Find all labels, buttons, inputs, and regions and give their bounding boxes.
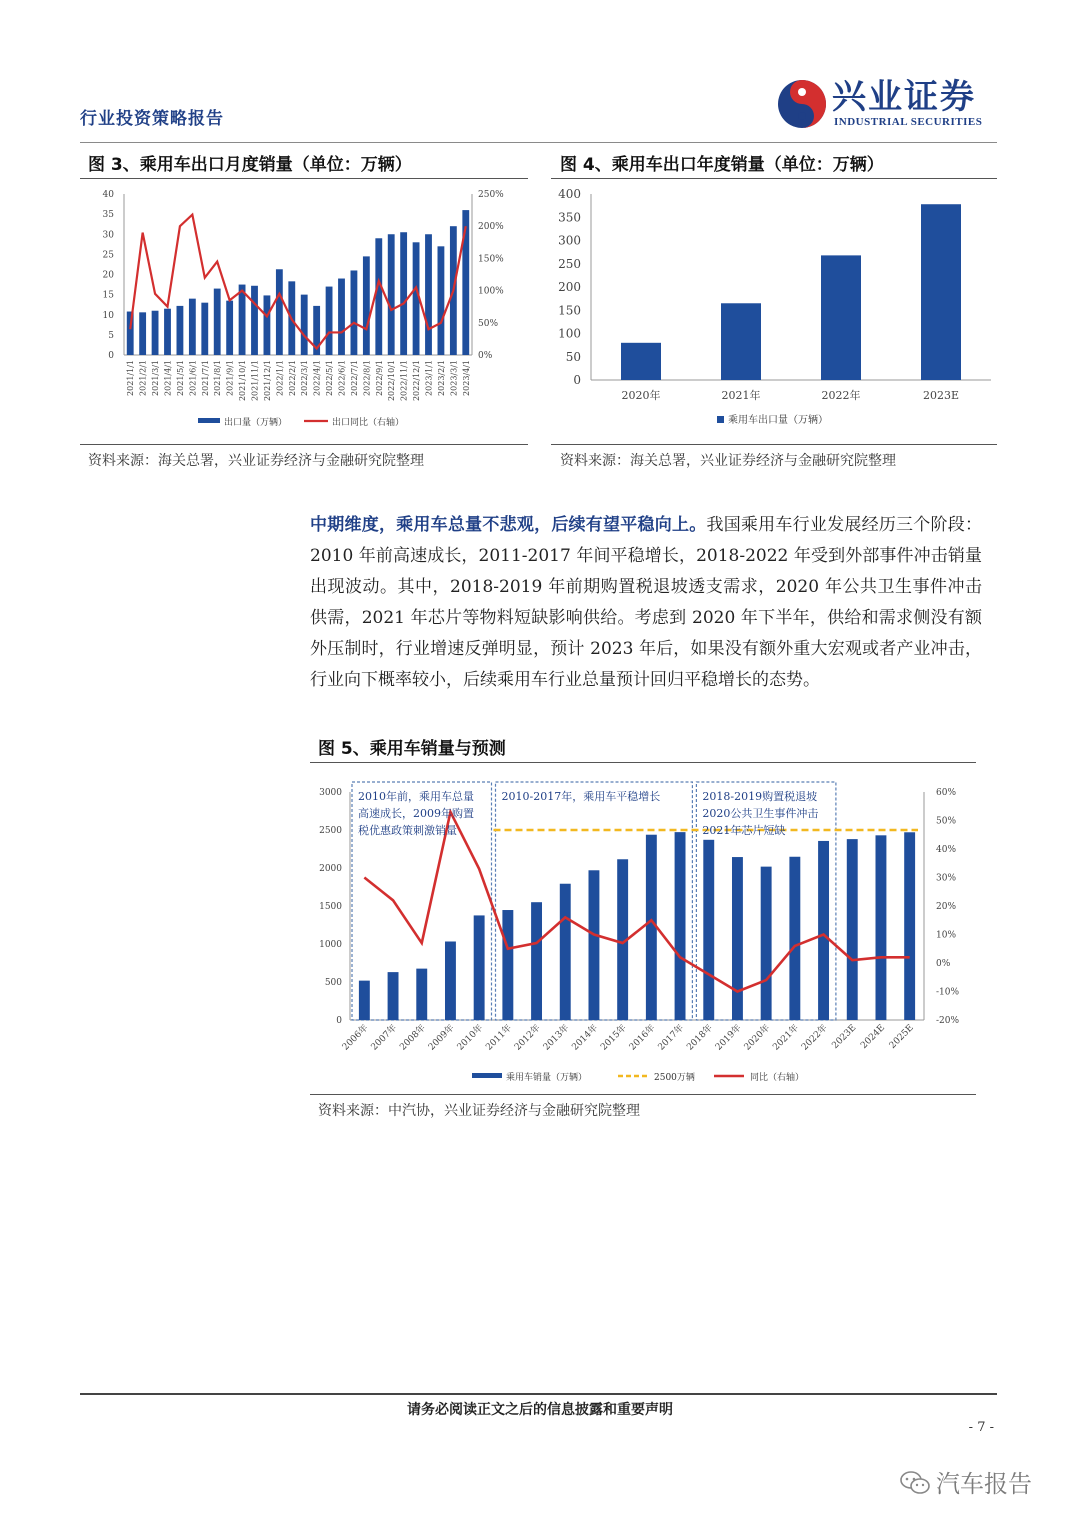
report-type-title: 行业投资策略报告 — [80, 109, 224, 129]
fig3-xtick: 2022/2/1 — [287, 360, 297, 396]
fig3-bar — [363, 256, 370, 355]
fig3-xtick: 2021/9/1 — [225, 360, 235, 396]
fig4-bottom-rule — [551, 444, 997, 445]
fig4-xtick: 2020年 — [621, 389, 661, 402]
fig5-bar — [531, 902, 542, 1020]
fig3-bar — [189, 299, 196, 355]
company-logo — [776, 78, 996, 132]
fig3-ytick-left: 10 — [102, 310, 114, 321]
fig5-xtick: 2015年 — [599, 1023, 629, 1053]
fig3-xtick: 2021/4/1 — [163, 360, 173, 396]
fig5-bar — [789, 857, 800, 1020]
footer-rule — [80, 1393, 997, 1395]
fig3-ytick-left: 5 — [108, 330, 114, 341]
fig4-ytick: 300 — [558, 233, 581, 248]
fig3-bar — [226, 301, 233, 355]
fig5-title: 图 5、乘用车销量与预测 — [318, 739, 506, 759]
fig3-title: 图 3、乘用车出口月度销量（单位：万辆） — [88, 155, 412, 175]
fig3-bottom-rule — [80, 444, 528, 445]
fig3-bar — [164, 309, 171, 355]
fig5-xtick: 2025E — [887, 1023, 916, 1051]
fig3-bar — [251, 286, 258, 355]
fig5-ytick-right: -20% — [936, 1016, 960, 1026]
fig5-xtick: 2011年 — [484, 1023, 514, 1053]
fig5-bar — [646, 835, 657, 1020]
fig5-xtick: 2009年 — [426, 1023, 457, 1053]
fig5-ytick-right: 40% — [936, 845, 957, 855]
fig5-ytick-left: 500 — [324, 978, 342, 988]
fig3-xtick: 2022/8/1 — [362, 360, 372, 396]
fig4-ytick: 0 — [573, 373, 581, 387]
fig3-ytick-right: 200% — [478, 222, 504, 233]
fig5-ytick-right: 60% — [936, 788, 957, 798]
fig3-ytick-left: 30 — [102, 230, 114, 241]
fig5-bar — [388, 972, 399, 1020]
fig3-bar — [301, 295, 308, 355]
watermark-text: 汽车报告 — [936, 1470, 1032, 1498]
fig5-ytick-left: 0 — [336, 1016, 342, 1026]
fig3-xtick: 2022/7/1 — [349, 360, 359, 396]
fig3-bar — [276, 269, 283, 355]
fig3-xtick: 2023/2/1 — [436, 360, 446, 396]
body-paragraph — [310, 510, 982, 696]
fig5-legend-line-label: 同比（右轴） — [750, 1073, 805, 1083]
fig3-ytick-right: 250% — [478, 190, 504, 200]
fig5-xtick: 2014年 — [570, 1023, 601, 1053]
fig3-xtick: 2021/5/1 — [175, 360, 185, 396]
fig5-annotation-1a: 2010年前，乘用车总量 — [358, 790, 474, 803]
fig5-bottom-rule — [310, 1094, 976, 1095]
fig5-bar — [904, 832, 915, 1020]
fig3-xtick: 2022/10/1 — [387, 360, 397, 402]
fig3-bar — [201, 303, 208, 355]
fig5-bar — [416, 969, 427, 1020]
watermark — [900, 1464, 1032, 1499]
fig3-bar — [400, 232, 407, 355]
fig3-bar — [177, 306, 184, 355]
fig4-title: 图 4、乘用车出口年度销量（单位：万辆） — [560, 155, 884, 175]
fig5-bar — [445, 941, 456, 1020]
fig5-xtick: 2018年 — [685, 1023, 715, 1053]
fig5-legend-bar-swatch — [472, 1073, 502, 1078]
fig5-bar — [703, 840, 714, 1020]
fig3-ytick-left: 15 — [102, 290, 114, 301]
fig3-ytick-left: 0 — [108, 351, 114, 361]
fig4-legend-swatch — [717, 416, 724, 423]
fig5-title-rule — [310, 762, 976, 763]
fig3-bar — [152, 311, 159, 355]
fig3-source: 资料来源：海关总署，兴业证券经济与金融研究院整理 — [88, 453, 424, 469]
fig5-bar — [875, 835, 886, 1020]
fig5-xtick: 2020年 — [742, 1023, 773, 1053]
fig5-xtick: 2021年 — [771, 1023, 801, 1053]
fig5-ytick-right: 50% — [936, 816, 957, 827]
fig3-bar — [375, 238, 382, 355]
logo-mark-icon — [776, 78, 828, 130]
fig4-chart — [551, 182, 997, 440]
fig3-legend-line-label: 出口同比（右轴） — [332, 418, 405, 428]
fig5-xtick: 2007年 — [369, 1023, 400, 1053]
header-rule — [80, 142, 997, 143]
fig3-bar — [351, 270, 358, 355]
fig3-xtick: 2022/5/1 — [325, 360, 335, 396]
fig3-xtick: 2022/4/1 — [312, 360, 322, 396]
fig4-legend-label: 乘用车出口量（万辆） — [728, 415, 828, 426]
fig5-bar — [359, 981, 370, 1020]
fig5-bar — [560, 884, 571, 1020]
fig3-bar — [264, 295, 271, 355]
fig5-annotation-2: 2010-2017年，乘用车平稳增长 — [501, 790, 661, 803]
fig3-ytick-right: 150% — [478, 254, 504, 265]
fig3-xtick: 2022/1/1 — [275, 360, 285, 396]
fig4-bar — [821, 255, 861, 380]
fig3-xtick: 2021/6/1 — [188, 360, 198, 396]
fig3-xtick: 2023/1/1 — [424, 360, 434, 396]
fig4-ytick: 50 — [565, 349, 581, 364]
fig3-xtick: 2023/3/1 — [449, 360, 459, 396]
fig5-xtick: 2006年 — [340, 1023, 371, 1053]
fig3-legend-bar-swatch — [198, 418, 220, 423]
fig3-bar — [239, 285, 246, 355]
fig3-xtick: 2021/1/1 — [126, 360, 136, 396]
fig3-ytick-left: 35 — [102, 210, 114, 221]
fig5-ytick-right: 20% — [936, 902, 957, 912]
fig4-xtick: 2021年 — [721, 389, 761, 402]
fig5-bar — [474, 915, 485, 1020]
paragraph-body: 我国乘用车行业发展经历三个阶段：2010 年前高速成长，2011-2017 年间平稳增长，2018-2022 年受到外部事件冲击销量出现波动。其中，2018-2019 年前期购置税退坡透支需求，2020 年公共卫生事件冲击供需，2021 年芯片等物料短缺影响供给。考虑到 2020 年下半年，供给和需求侧没有额外压制时，行业增速反弹明显，预计 2023 年后，如果没有额外重大宏观或者产业冲击，行业向下概率较小，后续乘用车行业总量预计回归平稳增长的态势。 — [310, 515, 983, 690]
fig3-ytick-left: 20 — [102, 270, 114, 281]
fig3-xtick: 2022/12/1 — [412, 360, 422, 402]
fig5-source: 资料来源：中汽协，兴业证券经济与金融研究院整理 — [318, 1103, 640, 1119]
fig5-legend-bar-label: 乘用车销量（万辆） — [506, 1073, 588, 1083]
fig5-xtick: 2019年 — [713, 1023, 744, 1053]
paragraph-lead: 中期维度，乘用车总量不悲观，后续有望平稳向上。 — [310, 515, 707, 535]
fig4-ytick: 100 — [558, 326, 581, 341]
fig5-bar — [761, 867, 772, 1020]
fig3-ytick-right: 0% — [478, 351, 493, 361]
fig3-ytick-right: 100% — [478, 286, 504, 297]
fig3-bar — [338, 279, 345, 355]
fig3-xtick: 2021/3/1 — [151, 360, 161, 396]
fig4-xtick: 2022年 — [821, 389, 861, 402]
fig3-xtick: 2021/7/1 — [200, 360, 210, 396]
fig5-xtick: 2012年 — [513, 1023, 543, 1053]
fig3-bar — [425, 234, 432, 355]
fig4-ytick: 200 — [558, 280, 581, 294]
fig3-xtick: 2021/11/1 — [250, 360, 260, 402]
fig4-ytick: 350 — [558, 210, 581, 225]
fig5-chart — [310, 766, 976, 1092]
fig5-annotation-3b: 2020公共卫生事件冲击 — [702, 807, 819, 820]
fig5-ytick-right: 30% — [936, 873, 957, 884]
fig5-annotation-1c: 税优惠政策刺激销量 — [358, 824, 457, 837]
fig5-bar — [588, 870, 599, 1020]
fig5-ytick-left: 1000 — [319, 940, 342, 950]
logo-text-cn: 兴业证券 — [832, 77, 976, 117]
fig3-xtick: 2021/10/1 — [238, 360, 248, 402]
fig3-ytick-left: 25 — [102, 250, 114, 261]
fig5-xtick: 2024E — [859, 1023, 888, 1051]
fig3-xtick: 2021/8/1 — [213, 360, 223, 396]
fig5-ytick-right: 10% — [936, 930, 957, 941]
fig5-legend-ref-label: 2500万辆 — [654, 1073, 695, 1083]
fig4-xtick: 2023E — [922, 389, 960, 402]
fig3-bar — [388, 234, 395, 355]
fig5-annotation-3a: 2018-2019购置税退坡 — [702, 790, 818, 803]
fig3-ytick-right: 50% — [478, 318, 499, 329]
fig3-chart — [80, 182, 528, 440]
fig3-bar — [438, 246, 445, 355]
fig5-bar — [818, 841, 829, 1020]
fig4-title-rule — [551, 178, 997, 179]
fig5-xtick: 2008年 — [398, 1023, 428, 1053]
fig5-xtick: 2010年 — [455, 1023, 486, 1053]
fig3-xtick: 2021/12/1 — [262, 360, 272, 402]
fig3-xtick: 2023/4/1 — [461, 360, 471, 396]
fig4-ytick: 150 — [558, 303, 581, 318]
fig3-ytick-left: 40 — [102, 190, 114, 200]
wechat-icon — [900, 1470, 930, 1496]
fig4-ytick: 400 — [558, 187, 581, 201]
fig5-ytick-left: 2000 — [319, 864, 342, 874]
page-number: - 7 - — [968, 1420, 994, 1435]
fig5-ytick-right: 0% — [936, 959, 951, 969]
fig5-ytick-left: 3000 — [319, 788, 342, 798]
fig4-bar — [921, 204, 961, 380]
fig3-xtick: 2022/3/1 — [300, 360, 310, 396]
fig5-annotation-1b: 高速成长，2009年购置 — [358, 807, 474, 820]
fig4-bar — [721, 303, 761, 380]
fig3-legend-bar-label: 出口量（万辆） — [224, 418, 288, 428]
fig3-xtick: 2022/6/1 — [337, 360, 347, 396]
fig3-bar — [326, 287, 333, 355]
fig3-bar — [214, 289, 221, 355]
fig5-xtick: 2017年 — [656, 1023, 687, 1053]
fig5-bar — [502, 910, 513, 1020]
disclaimer-notice: 请务必阅读正文之后的信息披露和重要声明 — [407, 1402, 673, 1418]
fig3-xtick: 2021/2/1 — [138, 360, 148, 396]
fig5-xtick: 2022年 — [800, 1023, 830, 1053]
fig4-ytick: 250 — [558, 256, 581, 271]
fig4-source: 资料来源：海关总署，兴业证券经济与金融研究院整理 — [560, 453, 896, 469]
fig5-ytick-left: 2500 — [319, 826, 342, 836]
fig5-bar — [847, 839, 858, 1020]
fig3-xtick: 2022/9/1 — [374, 360, 384, 396]
fig5-ytick-right: -10% — [936, 987, 960, 998]
fig5-xtick: 2023E — [830, 1023, 859, 1051]
fig5-bar — [732, 857, 743, 1020]
fig5-annotation-3c: 2021年芯片短缺 — [702, 824, 786, 837]
fig3-xtick: 2022/11/1 — [399, 360, 409, 402]
fig5-ytick-left: 1500 — [319, 902, 342, 912]
fig5-xtick: 2016年 — [627, 1023, 658, 1053]
fig4-bar — [621, 343, 661, 380]
fig5-xtick: 2013年 — [541, 1023, 572, 1053]
fig3-title-rule — [80, 178, 528, 179]
fig5-bar — [675, 832, 686, 1020]
logo-text-en: INDUSTRIAL SECURITIES — [834, 116, 983, 128]
fig3-bar — [139, 312, 146, 355]
